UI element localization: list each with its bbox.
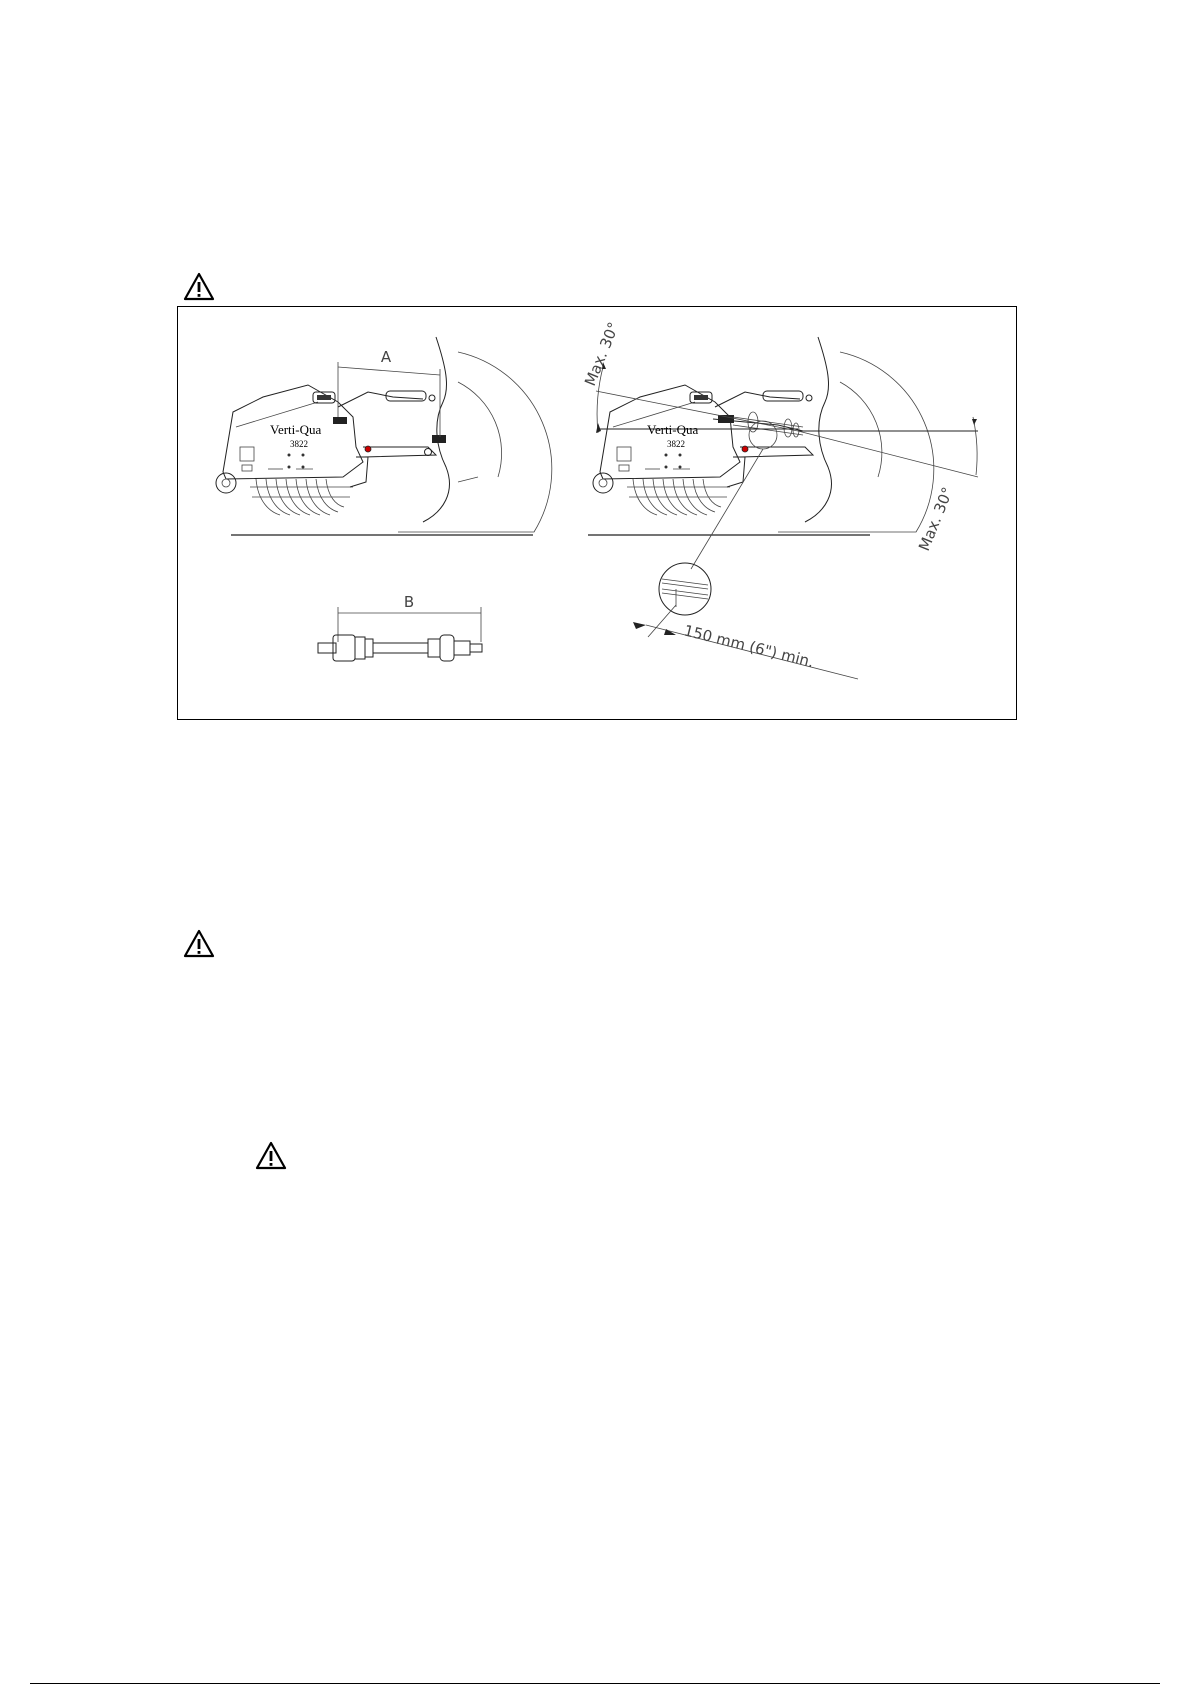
dimension-label-a: A <box>380 348 392 366</box>
warning-icon <box>183 272 215 302</box>
dimension-label-b: B <box>403 593 415 611</box>
machine-model-label: 3822 <box>667 439 685 449</box>
angle-label-top: Max. 30° <box>581 319 623 389</box>
pto-shaft-diagram <box>178 307 1018 721</box>
warning-icon <box>183 929 215 959</box>
warning-icon <box>255 1141 287 1171</box>
machine-brand-label: Verti-Qua <box>270 422 322 437</box>
pto-shaft-b <box>318 593 482 661</box>
machine-model-label: 3822 <box>290 439 308 449</box>
overlap-dimension-label: 150 mm (6") min. <box>682 621 816 672</box>
angle-label-right: Max. 30° <box>915 484 957 554</box>
machine-left <box>216 337 552 535</box>
figure-frame <box>177 306 1017 720</box>
machine-right <box>581 320 978 679</box>
footer-rule <box>30 1683 1160 1684</box>
machine-brand-label: Verti-Qua <box>647 422 699 437</box>
